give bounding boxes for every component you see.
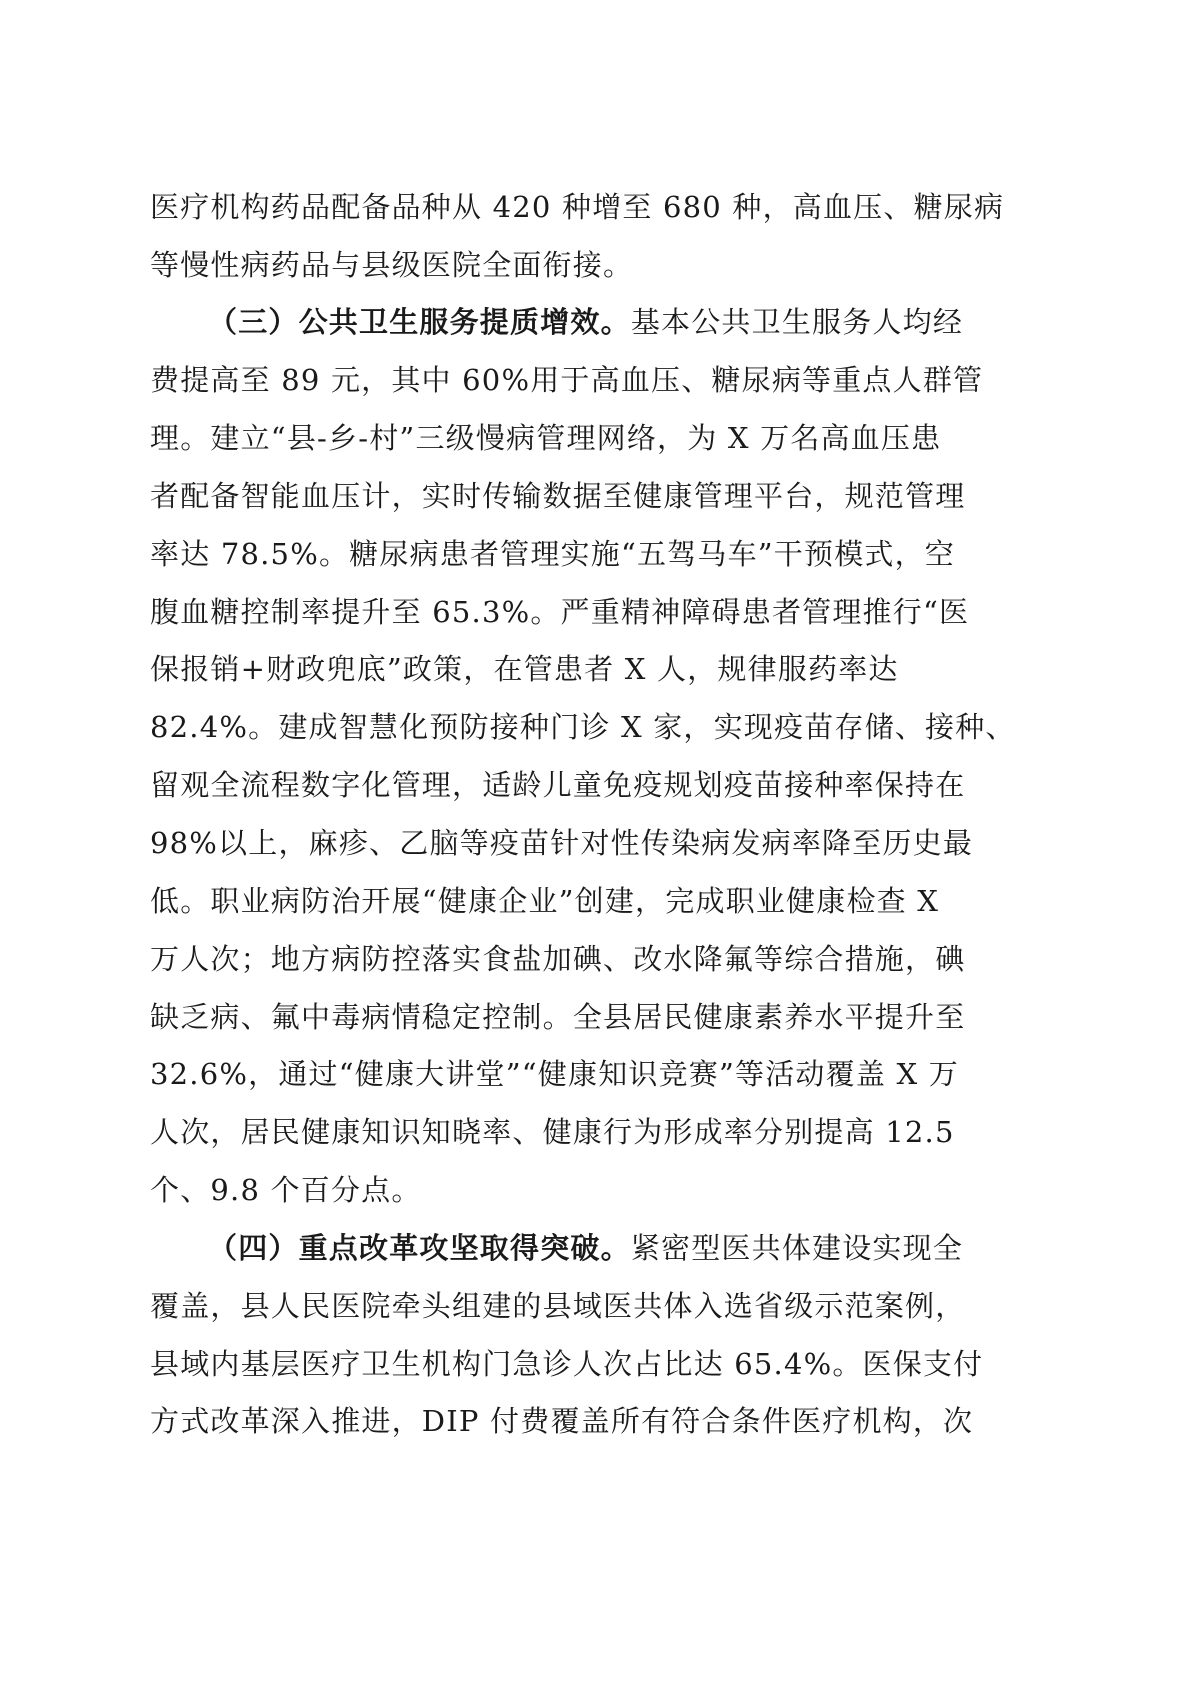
paragraph-line: 缺乏病、氟中毒病情稳定控制。全县居民健康素养水平提升至 <box>150 1000 966 1034</box>
paragraph-line: 低。职业病防治开展“健康企业”创建，完成职业健康检查 X <box>150 884 940 918</box>
paragraph-line: 腹血糖控制率提升至 65.3%。严重精神障碍患者管理推行“医 <box>150 595 970 629</box>
paragraph-line: 人次，居民健康知识知晓率、健康行为形成率分别提高 12.5 <box>150 1115 955 1149</box>
paragraph-line: 保报销+财政兜底”政策，在管患者 X 人，规律服药率达 <box>150 652 899 686</box>
paragraph-line: 费提高至 89 元，其中 60%用于高血压、糖尿病等重点人群管 <box>150 363 984 397</box>
section-heading-4: （四）重点改革攻坚取得突破。 <box>208 1231 631 1265</box>
paragraph-line: 32.6%，通过“健康大讲堂”“健康知识竞赛”等活动覆盖 X 万 <box>150 1057 959 1091</box>
paragraph-first-line <box>150 1219 1040 1277</box>
paragraph-first-line <box>150 293 1040 351</box>
paragraph-line: 覆盖，县人民医院牵头组建的县域医共体入选省级示范案例， <box>150 1289 966 1323</box>
paragraph-line: 方式改革深入推进，DIP 付费覆盖所有符合条件医疗机构，次 <box>150 1404 974 1438</box>
section-heading-3: （三）公共卫生服务提质增效。 <box>208 305 631 339</box>
paragraph-line: 率达 78.5%。糖尿病患者管理实施“五驾马车”干预模式，空 <box>150 537 955 571</box>
paragraph-line: 等慢性病药品与县级医院全面衔接。 <box>150 248 634 282</box>
paragraph-line-rest: 基本公共卫生服务人均经 <box>630 305 964 339</box>
paragraph-line: 县域内基层医疗卫生机构门急诊人次占比达 65.4%。医保支付 <box>150 1347 984 1381</box>
paragraph-line: 万人次；地方病防控落实食盐加碘、改水降氟等综合措施，碘 <box>150 942 966 976</box>
paragraph-line-rest: 紧密型医共体建设实现全 <box>630 1231 964 1265</box>
paragraph-line: 理。建立“县-乡-村”三级慢病管理网络，为 X 万名高血压患 <box>150 421 942 455</box>
paragraph-line: 留观全流程数字化管理，适龄儿童免疫规划疫苗接种率保持在 <box>150 768 966 802</box>
paragraph-line: 者配备智能血压计，实时传输数据至健康管理平台，规范管理 <box>150 479 966 513</box>
paragraph-line: 医疗机构药品配备品种从 420 种增至 680 种，高血压、糖尿病 <box>150 190 1005 224</box>
paragraph-line: 82.4%。建成智慧化预防接种门诊 X 家，实现疫苗存储、接种、 <box>150 710 1016 744</box>
paragraph-line: 98%以上，麻疹、乙脑等疫苗针对性传染病发病率降至历史最 <box>150 826 974 860</box>
paragraph-line: 个、9.8 个百分点。 <box>150 1173 422 1207</box>
